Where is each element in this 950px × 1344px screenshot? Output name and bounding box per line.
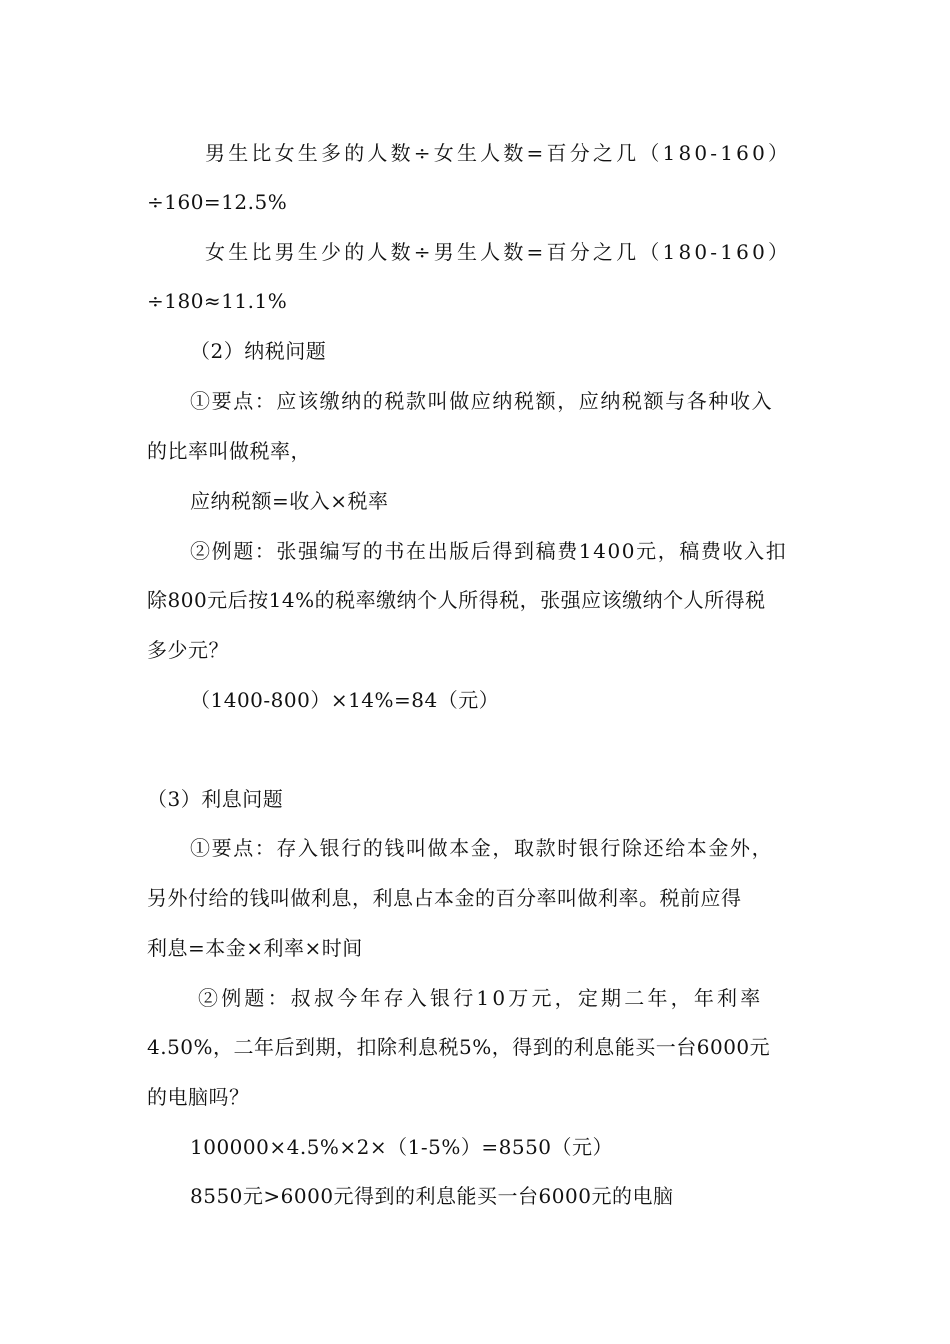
paragraph-line: 利息=本金×利率×时间 <box>147 936 363 960</box>
section-heading: （2）纳税问题 <box>190 339 327 363</box>
paragraph-line: 的比率叫做税率， <box>147 439 311 463</box>
paragraph-line: ①要点：存入银行的钱叫做本金，取款时银行除还给本金外， <box>190 836 774 860</box>
formula-line: 100000×4.5%×2×（1-5%）=8550（元） <box>190 1135 614 1159</box>
paragraph-line: 4.50%，二年后到期，扣除利息税5%，得到的利息能买一台6000元 <box>147 1035 771 1059</box>
paragraph-line: 女生比男生少的人数÷男生人数=百分之几（180-160） <box>205 240 792 264</box>
section-heading: （3）利息问题 <box>147 787 284 811</box>
paragraph-line: ÷180≈11.1% <box>147 289 288 313</box>
paragraph-line: 多少元？ <box>147 638 229 662</box>
paragraph-line: 除800元后按14%的税率缴纳个人所得税，张强应该缴纳个人所得税 <box>147 588 766 612</box>
paragraph-line: 的电脑吗？ <box>147 1085 250 1109</box>
paragraph-line: ①要点：应该缴纳的税款叫做应纳税额，应纳税额与各种收入 <box>190 389 774 413</box>
paragraph-line: 男生比女生多的人数÷女生人数=百分之几（180-160） <box>205 141 792 165</box>
paragraph-line: ②例题：张强编写的书在出版后得到稿费1400元，稿费收入扣 <box>190 539 788 563</box>
paragraph-line: ÷160=12.5% <box>147 190 288 214</box>
paragraph-line: ②例题：叔叔今年存入银行10万元，定期二年，年利率 <box>198 986 764 1010</box>
formula-line: 应纳税额=收入×税率 <box>190 489 389 513</box>
formula-line: （1400-800）×14%=84（元） <box>190 688 500 712</box>
paragraph-line: 另外付给的钱叫做利息，利息占本金的百分率叫做利率。税前应得 <box>147 886 742 910</box>
paragraph-line: 8550元>6000元得到的利息能买一台6000元的电脑 <box>190 1184 674 1208</box>
